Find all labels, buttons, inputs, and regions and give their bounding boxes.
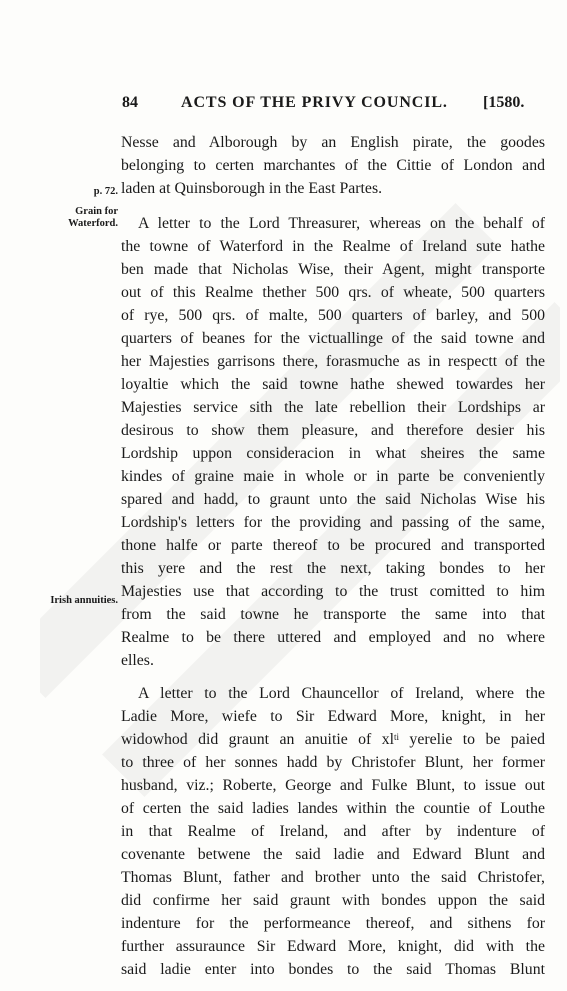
text-line: ben made that Nicholas Wise, their Agent, might transporte (121, 261, 545, 278)
text-line: Nesse and Alborough by an English pirate, the goodes (121, 134, 545, 151)
text-line: laden at Quinsborough in the East Partes. (121, 180, 383, 197)
paragraph-2 (121, 212, 545, 672)
text-line: kindes of graine maie in whole or in parte be conveniently (121, 468, 545, 485)
text-line: did confirme her said graunt with bondes uppon the said (121, 892, 545, 909)
annuity-text-a: widowhod did graunt an anuitie of xl (121, 731, 394, 748)
annuity-text-b: yerelie to be paied (399, 731, 545, 748)
text-line: this yere and the rest the next, taking bondes to her (121, 560, 545, 577)
margin-note-grain (38, 206, 118, 230)
text-line: of rye, 500 qrs. of malte, 500 quarters of barley, and 500 (121, 307, 545, 324)
paragraph-1 (121, 131, 545, 200)
margin-note-grain-line1: Grain for (75, 206, 118, 217)
text-line: said ladie enter into bondes to the said Thomas Blunt (121, 961, 545, 978)
text-line: A letter to the Lord Threasurer, whereas on the behalf of (138, 215, 545, 232)
text-line: Majesties use that according to the trust comitted to him (121, 583, 545, 600)
page-number: 84 (122, 94, 138, 111)
text-line: Majesties service sith the late rebellion their Lordships ar (121, 399, 545, 416)
text-line: spared and hadd, to graunt unto the said Nicholas Wise his (121, 491, 545, 508)
text-line: A letter to the Lord Chauncellor of Ireland, where the (138, 685, 545, 702)
text-line: Lordship's letters for the providing and passing of the same, (121, 514, 545, 531)
text-line: thone halfe or parte thereof to be procured and transported (121, 537, 545, 554)
text-line: the towne of Waterford in the Realme of Ireland sute hathe (121, 238, 545, 255)
margin-note-irish: Irish annuities. (50, 595, 118, 606)
page-header (0, 94, 567, 118)
text-line: husband, viz.; Roberte, George and Fulke Blunt, to issue out (121, 777, 545, 794)
text-line: belonging to certen marchantes of the Cittie of London and (121, 157, 545, 174)
year-marker: [1580. (483, 94, 525, 111)
text-line: of certen the said ladies landes within the countie of Louthe (121, 800, 545, 817)
margin-note-grain-line2: Waterford. (68, 218, 118, 229)
text-line-annuity (121, 728, 545, 751)
text-line: in that Realme of Ireland, and after by indenture of (121, 823, 545, 840)
document-body (121, 131, 545, 991)
text-line: Thomas Blunt, father and brother unto the said Christofer, (121, 869, 545, 886)
text-line: loyaltie which the said towne hathe shewed towardes her (121, 376, 545, 393)
margin-page-ref: p. 72. (93, 186, 118, 197)
text-line: further assuraunce Sir Edward More, knight, did with the (121, 938, 545, 955)
text-line: Ladie More, wiefe to Sir Edward More, knight, in her (121, 708, 545, 725)
text-line: Realme to be there uttered and employed and no where (121, 629, 545, 646)
text-line: Lordship uppon consideracion in what sheires the same (121, 445, 545, 462)
running-title: ACTS OF THE PRIVY COUNCIL. (181, 94, 448, 111)
text-line: her Majesties garrisons there, forasmuche as in respectt of the (121, 353, 545, 370)
text-line: quarters of beanes for the victuallinge of the said towne and (121, 330, 545, 347)
text-line: out of this Realme thether 500 qrs. of wheate, 500 quarters (121, 284, 545, 301)
text-line: from the said towne he transporte the same into that (121, 606, 545, 623)
annuity-superscript: ti (394, 732, 400, 742)
paragraph-3 (121, 682, 545, 981)
text-line: indenture for the performeance thereof, and sithens for (121, 915, 545, 932)
text-line: covenante betwene the said ladie and Edward Blunt and (121, 846, 545, 863)
text-line: desirous to show them pleasure, and therefore desier his (121, 422, 545, 439)
text-line: elles. (121, 652, 154, 669)
text-line: to three of her sonnes hadd by Christofer Blunt, her former (121, 754, 545, 771)
